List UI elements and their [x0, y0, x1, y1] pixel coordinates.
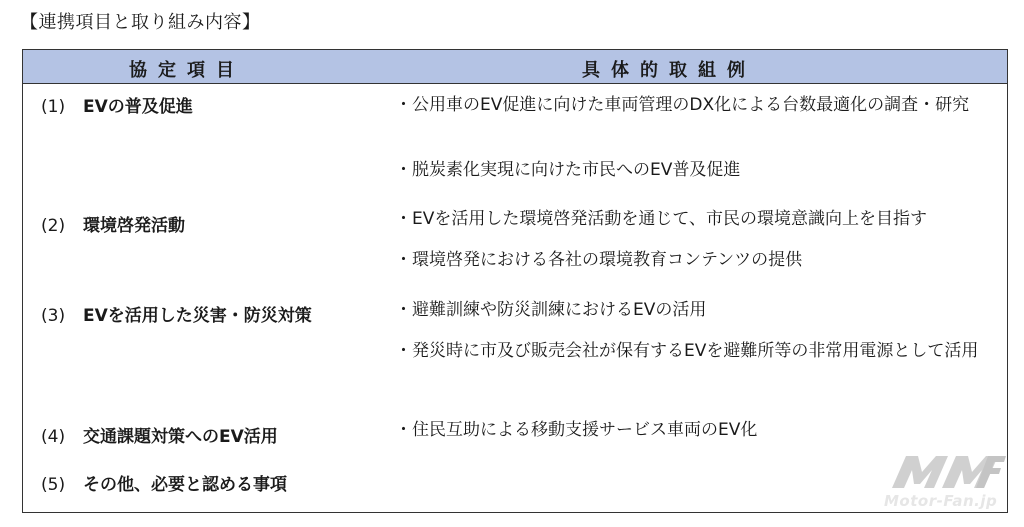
motor-fan-watermark: [884, 448, 1010, 520]
example-item-1-1: ・公用車のEV促進に向けた車両管理のDX化による台数最適化の調査・研究: [395, 95, 970, 115]
watermark-text: Motor-Fan.jp: [884, 492, 998, 510]
agreement-number: (3): [41, 306, 66, 326]
section-title: 【連携項目と取り組み内容】: [20, 12, 261, 33]
table-header: [23, 50, 1007, 84]
example-item-2-2: ・環境啓発における各社の環境教育コンテンツの提供: [395, 250, 803, 270]
example-item-1-2: ・脱炭素化実現に向けた市民へのEV普及促進: [395, 160, 741, 180]
agreement-label: 環境啓発活動: [83, 216, 185, 236]
agreement-label: 交通課題対策へのEV活用: [83, 427, 278, 447]
agreement-number: (4): [41, 427, 66, 447]
motor-fan-logo-icon: [884, 448, 1010, 494]
header-specific-examples: 具体的取組例: [582, 60, 756, 81]
example-item-2-1: ・EVを活用した環境啓発活動を通じて、市民の環境意識向上を目指す: [395, 209, 928, 229]
example-item-3-1: ・避難訓練や防災訓練におけるEVの活用: [395, 300, 707, 320]
agreement-item-4: [41, 422, 278, 447]
agreement-label: EVの普及促進: [83, 97, 193, 117]
agreement-item-3: [41, 301, 312, 326]
agreement-item-5: [41, 470, 287, 495]
example-item-4-1: ・住民互助による移動支援サービス車両のEV化: [395, 420, 758, 440]
agreement-number: (2): [41, 216, 66, 236]
agreement-table: [22, 49, 1008, 513]
agreement-label: その他、必要と認める事項: [83, 475, 287, 495]
agreement-label: EVを活用した災害・防災対策: [83, 306, 312, 326]
agreement-item-2: [41, 211, 185, 236]
header-agreement-items: 協定項目: [129, 60, 245, 81]
agreement-number: (1): [41, 97, 66, 117]
agreement-item-1: [41, 92, 193, 117]
agreement-number: (5): [41, 475, 66, 495]
example-item-3-2: ・発災時に市及び販売会社が保有するEVを避難所等の非常用電源として活用: [395, 341, 979, 361]
